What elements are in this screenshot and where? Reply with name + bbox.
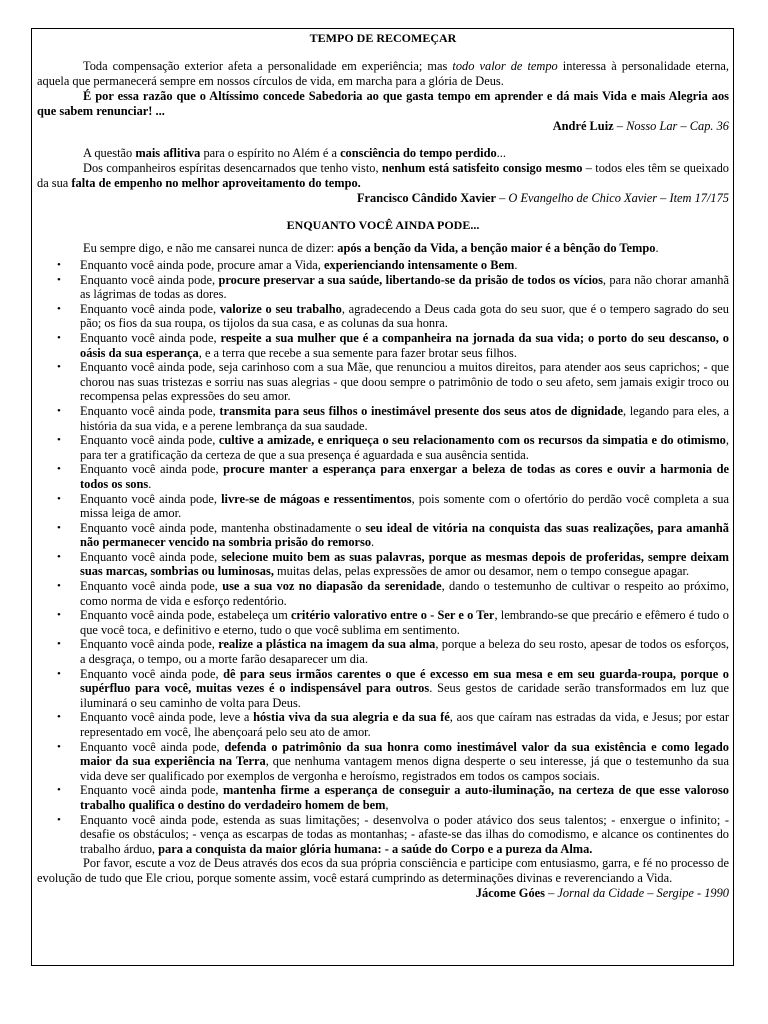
bold-text: após a benção da Vida, a benção maior é a bênção do Tempo <box>337 241 656 255</box>
signature-jacome-goes <box>37 886 729 901</box>
list-item <box>37 302 729 331</box>
text-run: Enquanto você ainda pode, <box>80 739 225 754</box>
text-run: Enquanto você ainda pode, <box>80 637 219 652</box>
text-run: Enquanto você ainda pode, <box>80 579 223 594</box>
text-run: , agradecendo a Deus cada gota do seu suor, que é o tempero sagrado do seu pão; os fios da sua roupa, os tijolos da sua casa, e as colunas da sua honra. <box>80 301 729 331</box>
list-item <box>37 258 729 273</box>
text-run: – todos eles têm se queixado da sua <box>37 161 729 190</box>
text-run: . <box>148 476 152 491</box>
list-item <box>37 492 729 521</box>
bullet-icon: • <box>57 259 61 271</box>
text-run: Toda compensação exterior afeta a personalidade em experiência; mas <box>83 59 453 73</box>
bold-text: realize a plástica na imagem da sua alma <box>218 637 436 652</box>
signature-source: Nosso Lar – Cap. 36 <box>626 119 729 133</box>
signature-source: Jornal da Cidade – Sergipe - 1990 <box>557 886 729 901</box>
paragraph-bold <box>37 89 729 119</box>
text-run: , lembrando-se que precário e efêmero é tudo o que você toca, e definitivo e eterno, tudo o que você sublima em sentimento. <box>80 608 729 637</box>
title-enquanto-voce-ainda-pode: ENQUANTO VOCÊ AINDA PODE... <box>286 218 480 232</box>
bold-text: É por essa razão que o Altíssimo concede Sabedoria ao que gasta tempo em aprender e dá mais Vida e mais Alegria aos que sabem renunciar! ... <box>37 89 729 118</box>
bullet-icon: • <box>57 361 61 374</box>
list-item <box>37 740 729 784</box>
bullet-icon: • <box>57 711 61 724</box>
bullet-icon: • <box>57 302 61 315</box>
text-run: Enquanto você ainda pode, <box>80 783 223 798</box>
list-item <box>37 783 729 812</box>
bold-text: transmita para seus filhos o inestimável presente dos seus atos de dignidade <box>219 403 624 418</box>
bullet-icon: • <box>57 609 61 622</box>
text-run: Por favor, escute a voz de Deus através dos ecos da sua própria consciência e participe com entusiasmo, garra, e fé no processo de evolução de tudo que Ele criou, porque somente assim, você estará cumprindo as determinações divinas e reverenciando a Vida. <box>37 856 729 886</box>
list-item <box>37 710 729 739</box>
text-run: , legando para eles, a história da sua vida, e a perene lembrança da sua saudade. <box>80 403 729 433</box>
bold-text: procure manter a esperança para enxergar a beleza de todas as cores e ouvir a harmonia de todos os sons <box>80 462 729 491</box>
bold-text: defenda o patrimônio da sua honra como inestimável valor da sua existência e como legado maior da sua experiência na Terra <box>80 739 729 769</box>
bold-text: respeite a sua mulher que é a companheira na jornada da sua vida; o porto do seu descanso, o oásis da sua esperança <box>80 330 729 360</box>
text-run: , que nenhuma vantagem menos digna desperte o seu interesse, já que o testemunho da sua vida deve ser qualificado por exemplos de vergonha e heroísmo, registrados em todos os campos sociais. <box>80 754 729 783</box>
list-item <box>37 433 729 462</box>
list-item <box>37 404 729 433</box>
bullet-icon: • <box>57 638 61 651</box>
bold-text: mais aflitiva <box>135 146 201 160</box>
bold-text: para a conquista da maior glória humana: - a saúde do Corpo e a pureza da Alma. <box>158 841 593 856</box>
bullet-icon: • <box>57 550 61 563</box>
paragraph <box>37 59 729 89</box>
list-item <box>37 462 729 491</box>
bullet-icon: • <box>57 331 61 344</box>
bold-text: cultive a amizade, e enriqueça o seu relacionamento com os recursos da simpatia e do otimismo <box>218 433 726 448</box>
text-run: , para ter a gratificação da certeza de que a sua presença é aguardada e sua ausência sentida. <box>80 433 729 462</box>
text-run: ... <box>496 146 506 160</box>
list-item <box>37 813 729 857</box>
bold-text: livre-se de mágoas e ressentimentos <box>221 491 412 506</box>
text-run: Enquanto você ainda pode, <box>80 433 219 448</box>
text-run: interessa à personalidade eterna, aquela que permanecerá sempre em nossos círculos de vida, em marcha para a glória de Deus. <box>37 59 730 88</box>
bullet-icon: • <box>57 463 61 476</box>
bold-text: seu ideal de vitória na conquista das suas realizações, para amanhã não permanecer vencido na sombria prisão do remorso <box>80 520 729 550</box>
list-item <box>37 579 729 608</box>
text-run: . <box>514 258 518 272</box>
paragraph <box>37 161 729 191</box>
bold-text: consciência do tempo perdido <box>340 146 497 160</box>
text-run: muitas delas, pelas expressões de amor ou desamor, nem o tempo consegue apagar. <box>273 564 690 579</box>
text-run: Enquanto você ainda pode, <box>80 301 220 316</box>
bold-text: valorize o seu trabalho <box>219 301 342 316</box>
paragraph <box>37 241 729 256</box>
list-item <box>37 360 729 404</box>
bullet-icon: • <box>57 404 61 417</box>
italic-text: todo valor de tempo <box>452 59 558 73</box>
text-run: Enquanto você ainda pode, <box>80 272 219 287</box>
bullet-icon: • <box>57 521 61 534</box>
bullet-icon: • <box>57 492 61 505</box>
signature-source: O Evangelho de Chico Xavier – Item 17/175 <box>508 191 729 205</box>
bullet-icon: • <box>57 667 61 680</box>
bullet-list <box>37 258 729 856</box>
text-run: , para não chorar amanhã as lágrimas de todas as dores. <box>80 272 729 302</box>
text-run: Eu sempre digo, e não me cansarei nunca de dizer: <box>83 241 338 255</box>
bold-text: mantenha firme a esperança de conseguir a auto-iluminação, na certeza de que esse valoroso trabalho qualifica o destino do verdadeiro homem de bem <box>80 783 729 812</box>
bold-text: use a sua voz no diapasão da serenidade <box>222 579 442 594</box>
text-run: para o espírito no Além é a <box>200 146 341 160</box>
text-run: Enquanto você ainda pode, estabeleça um <box>80 608 291 623</box>
bullet-icon: • <box>57 740 61 753</box>
signature-chico-xavier <box>37 191 729 206</box>
bullet-icon: • <box>57 784 61 797</box>
bold-text: falta de empenho no melhor aproveitamento do tempo. <box>71 176 361 190</box>
text-run: . Seus gestos de caridade serão transformados em luz que iluminará o seu caminho de volta para Deus. <box>80 681 729 710</box>
text-run: Enquanto você ainda pode, leve a <box>80 710 254 725</box>
bold-text: procure preservar a sua saúde, libertando-se da prisão de todos os vícios <box>218 272 603 287</box>
list-item <box>37 667 729 711</box>
signature-dash: – <box>499 191 509 205</box>
text-run: Enquanto você ainda pode, <box>80 491 222 506</box>
text-run: . <box>655 241 659 255</box>
text-run: Dos companheiros espíritas desencarnados que tenho visto, <box>83 161 382 175</box>
list-item <box>37 521 729 550</box>
bold-text: critério valorativo entre o - Ser e o Ter <box>290 608 495 623</box>
bold-text: selecione muito bem as suas palavras, porque as mesmas depois de proferidas, sempre deixam suas marcas, sombrias ou luminosas, <box>80 549 729 579</box>
paragraph <box>37 146 729 161</box>
bullet-icon: • <box>57 813 61 826</box>
text-run: , pois somente com o ofertório do perdão você completa a sua missa leiga de amor. <box>80 491 729 521</box>
bold-text: dê para seus irmãos carentes o que é excesso em sua mesa e em seu guarda-roupa, porque o supérfluo para você, muitas vezes é o indispensável para outros <box>80 666 729 696</box>
list-item <box>37 608 729 637</box>
text-run: , <box>385 797 389 812</box>
signature-dash: – <box>548 886 558 901</box>
text-run: Enquanto você ainda pode, <box>80 462 224 477</box>
text-run: Enquanto você ainda pode, seja carinhoso com a sua Mãe, que renunciou a muitos direitos, para atender aos seus caprichos; - que chorou nas suas tristezas e sorriu nas suas alegrias - que doou sempre o patrimônio de todo o seu afeto, sem jamais exigir troco ou recompensa pelas expressões do seu amor. <box>80 360 729 404</box>
bold-text: experienciando intensamente o Bem <box>324 258 515 272</box>
text-run: Enquanto você ainda pode, procure amar a Vida, <box>80 258 324 272</box>
paragraph-closing <box>37 856 729 886</box>
text-run: , porque a beleza do seu rosto, apesar de todos os esforços, a desgraça, o tempo, ou a morte farão desaparecer um dia. <box>80 637 729 667</box>
list-item <box>37 550 729 579</box>
title-tempo-de-recomecar: TEMPO DE RECOMEÇAR <box>309 31 457 45</box>
bold-text: hóstia viva da sua alegria e da sua fé <box>253 710 450 725</box>
signature-author: Francisco Cândido Xavier <box>356 191 497 205</box>
signature-andre-luiz <box>37 119 729 134</box>
bold-text: nenhum está satisfeito consigo mesmo <box>381 161 583 175</box>
text-run: Enquanto você ainda pode, <box>80 403 220 418</box>
list-item <box>37 331 729 360</box>
text-run: Enquanto você ainda pode, mantenha obstinadamente o <box>80 520 366 535</box>
signature-author: André Luiz <box>552 119 614 133</box>
text-run: , e a terra que recebe a sua semente para fazer brotar seus filhos. <box>198 345 517 360</box>
signature-dash: – <box>616 119 627 133</box>
text-run: Enquanto você ainda pode, <box>80 666 224 681</box>
text-run: , dando o testemunho de cultivar o respeito ao próximo, como norma de vida e esforço redentório. <box>80 579 729 608</box>
text-run: . <box>371 535 375 550</box>
signature-author: Jácome Góes <box>475 886 545 901</box>
document-frame <box>31 28 734 966</box>
text-run: A questão <box>83 146 136 160</box>
list-item <box>37 637 729 666</box>
list-item <box>37 273 729 302</box>
bullet-icon: • <box>57 580 61 593</box>
text-run: Enquanto você ainda pode, estenda as suas limitações; - desenvolva o poder atávico dos seus talentos; - enxergue o infinito; - desafie os obstáculos; - vença as escarpas de todas as montanhas; - afaste-se das ilhas do comodismo, e alcance os continentes do trabalho árduo, <box>80 812 729 856</box>
bullet-icon: • <box>57 273 61 286</box>
text-run: Enquanto você ainda pode, <box>80 330 221 345</box>
bullet-icon: • <box>57 434 61 447</box>
text-run: Enquanto você ainda pode, <box>80 549 222 564</box>
text-run: , aos que caíram nas estradas da vida, e Jesus; por estar representado em você, lhe abençoará pelo seu ato de amor. <box>80 710 729 739</box>
